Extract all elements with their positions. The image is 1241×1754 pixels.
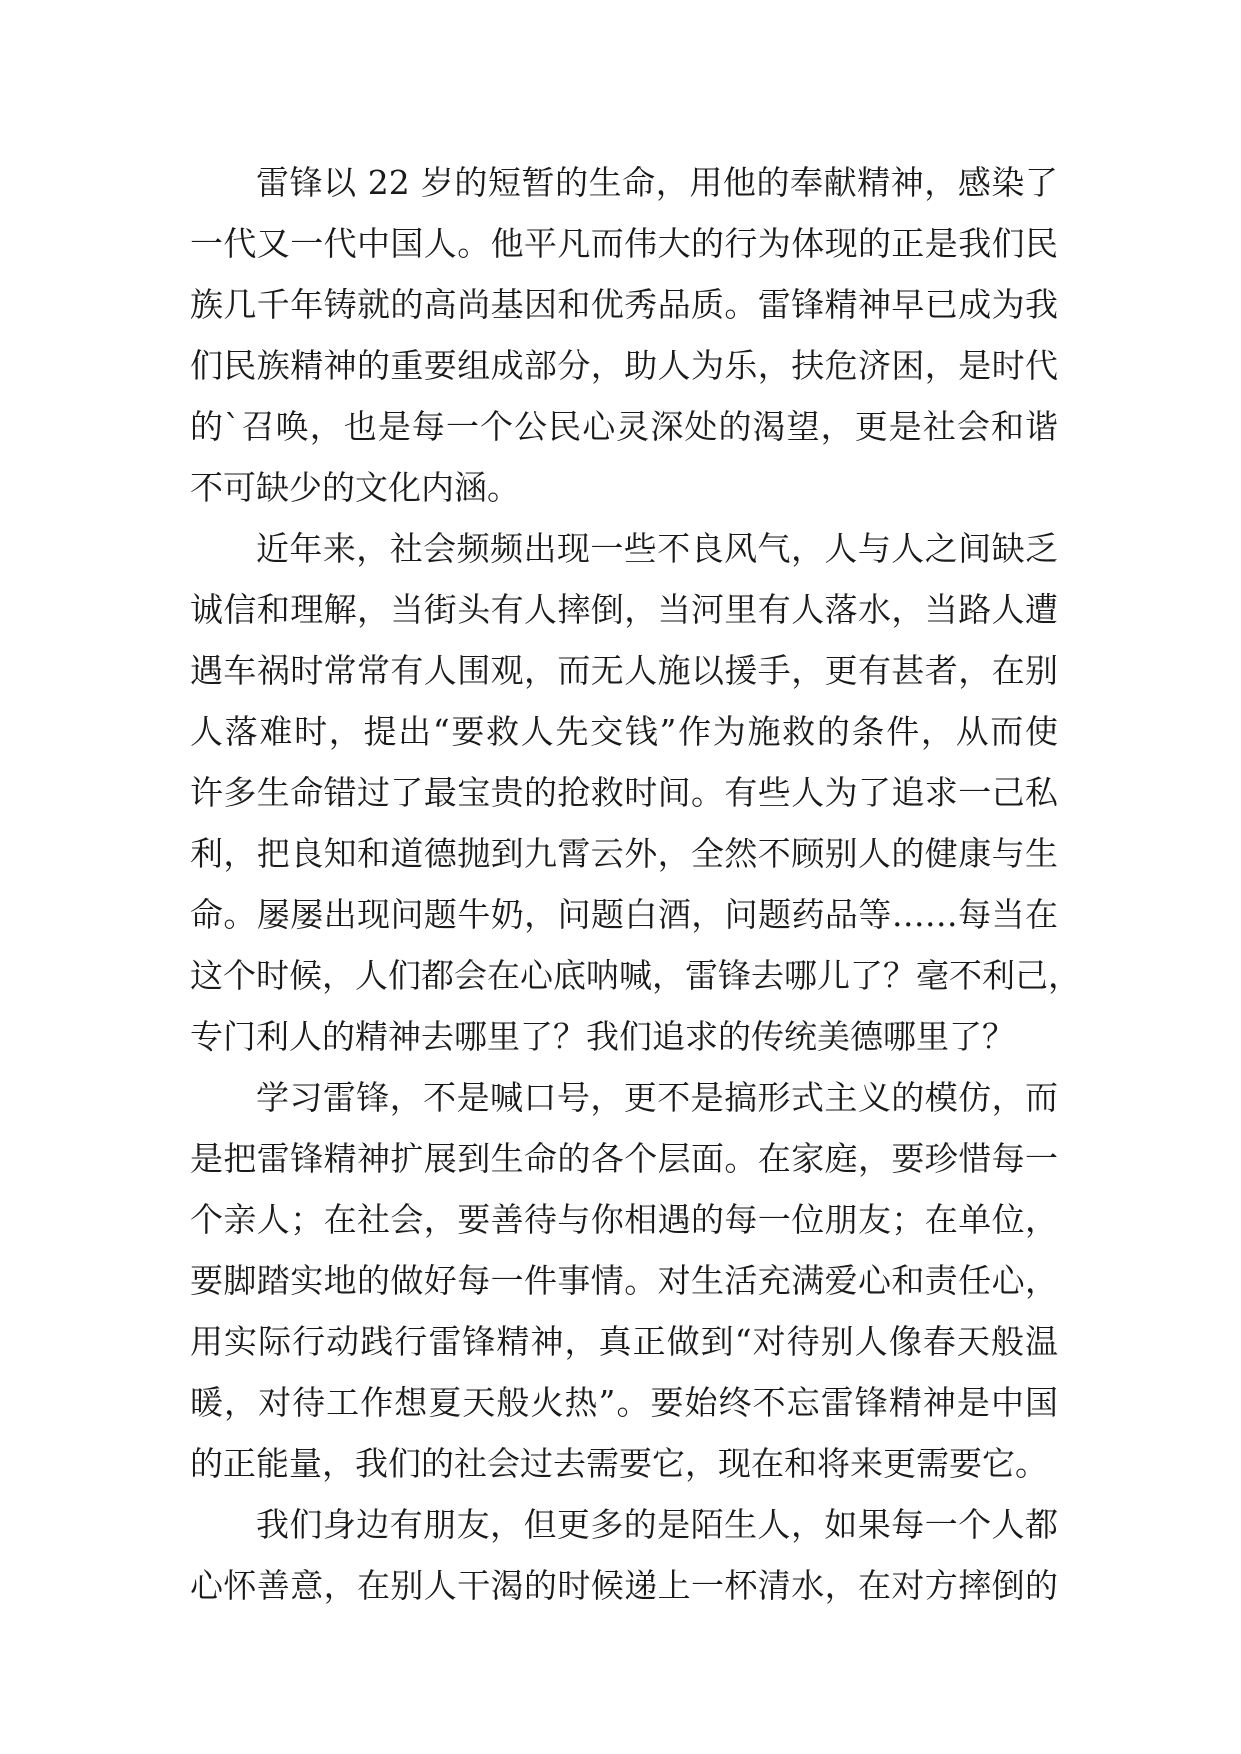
text-line: 遇车祸时常常有人围观，而无人施以援手，更有甚者，在别 bbox=[190, 651, 1058, 690]
text-line: 一代又一代中国人。他平凡而伟大的行为体现的正是我们民 bbox=[190, 224, 1058, 263]
text-line: 用实际行动践行雷锋精神，真正做到“对待别人像春天般温 bbox=[190, 1322, 1058, 1361]
text-line: 们民族精神的重要组成部分，助人为乐，扶危济困，是时代 bbox=[190, 346, 1058, 385]
text-line: 学习雷锋，不是喊口号，更不是搞形式主义的模仿，而 bbox=[256, 1078, 1058, 1117]
text-line: 心怀善意，在别人干渴的时候递上一杯清水，在对方摔倒的 bbox=[190, 1566, 1058, 1605]
text-line: 人落难时，提出“要救人先交钱”作为施救的条件，从而使 bbox=[190, 712, 1058, 751]
text-line: 要脚踏实地的做好每一件事情。对生活充满爱心和责任心， bbox=[190, 1261, 1058, 1300]
document-body bbox=[190, 152, 1081, 1616]
text-line: 个亲人；在社会，要善待与你相遇的每一位朋友；在单位， bbox=[190, 1200, 1058, 1239]
text-line: 的正能量，我们的社会过去需要它，现在和将来更需要它。 bbox=[190, 1444, 1048, 1483]
text-line: 命。屡屡出现问题牛奶，问题白酒，问题药品等……每当在 bbox=[190, 895, 1058, 934]
text-line: 暖，对待工作想夏天般火热”。要始终不忘雷锋精神是中国 bbox=[190, 1383, 1058, 1422]
text-line: 雷锋以 22 岁的短暂的生命，用他的奉献精神，感染了 bbox=[256, 163, 1058, 202]
text-line: 许多生命错过了最宝贵的抢救时间。有些人为了追求一己私 bbox=[190, 773, 1058, 812]
paragraph-1 bbox=[190, 152, 1058, 518]
text-line: 是把雷锋精神扩展到生命的各个层面。在家庭，要珍惜每一 bbox=[190, 1139, 1058, 1178]
text-line: 诚信和理解，当街头有人摔倒，当河里有人落水，当路人遭 bbox=[190, 590, 1058, 629]
text-line: 近年来，社会频频出现一些不良风气，人与人之间缺乏 bbox=[256, 529, 1058, 568]
text-line: 族几千年铸就的高尚基因和优秀品质。雷锋精神早已成为我 bbox=[190, 285, 1058, 324]
text-line: 专门利人的精神去哪里了？我们追求的传统美德哪里了？ bbox=[190, 1017, 1015, 1056]
text-line: 这个时候，人们都会在心底呐喊，雷锋去哪儿了？毫不利己， bbox=[190, 956, 1081, 995]
text-line: 的`召唤，也是每一个公民心灵深处的渴望，更是社会和谐 bbox=[190, 407, 1058, 446]
text-line: 我们身边有朋友，但更多的是陌生人，如果每一个人都 bbox=[256, 1505, 1058, 1544]
paragraph-4 bbox=[190, 1494, 1058, 1616]
text-line: 不可缺少的文化内涵。 bbox=[190, 468, 520, 507]
paragraph-2 bbox=[190, 518, 1081, 1067]
paragraph-3 bbox=[190, 1067, 1058, 1494]
text-line: 利，把良知和道德抛到九霄云外，全然不顾别人的健康与生 bbox=[190, 834, 1058, 873]
